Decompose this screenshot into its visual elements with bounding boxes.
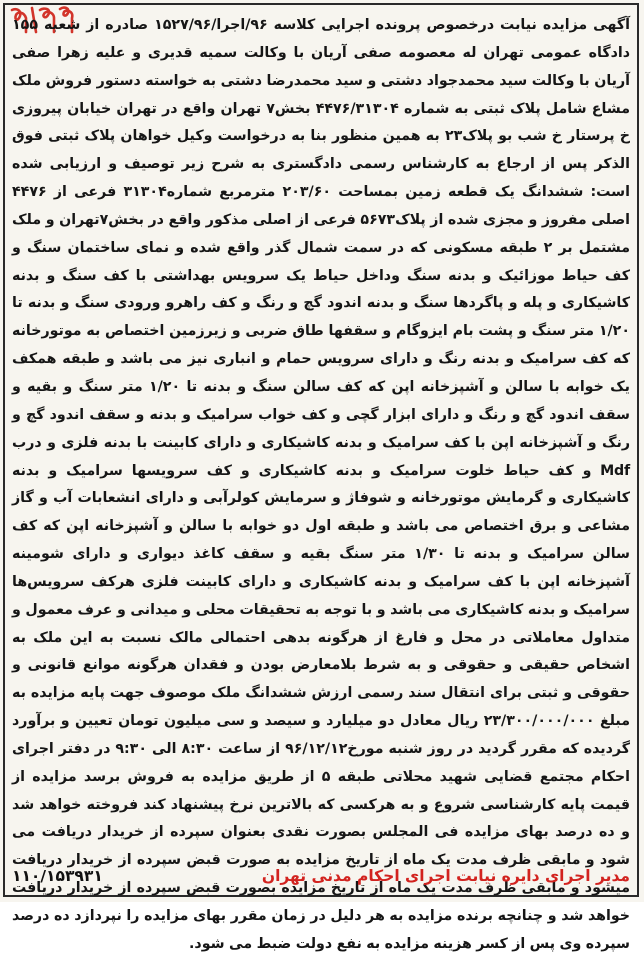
- issuer-signature: مدیر اجرای دایره نیابت اجرای احکام مدنی تهران: [261, 867, 630, 885]
- ad-reference-number: ۱۱۰/۱۵۳۹۳۱: [12, 867, 103, 885]
- notice-footer: [12, 862, 630, 890]
- notice-body-text: آگهی مزایده نیابت درخصوص پرونده اجرایی کلاسه ۹۶/اجرا/۱۵۲۷/۹۶ صادره از شعبه ۱۵۵ دادگاه عمومی تهران له معصومه صفی آریان با وکالت سمیه قدیری و علیه زهرا صفی آریان با وکالت سید محمدجواد دشتی و سید محمدرضا دشتی به خواسته دستور فروش ملک مشاع شامل پلاک ثبتی به شماره ۴۴۷۶/۳۱۳۰۴ بخش۷ تهران واقع در تهران خیابان پیروزی خ پرستار خ شب بو پلاک۲۳ به همین منظور بنا به درخواست وکیل خواهان پلاک ثبتی فوق الذکر پس از ارجاع به کارشناس رسمی دادگستری به شرح زیر توصیف و ارزیابی شده است: ششدانگ یک قطعه زمین بمساحت ۲۰۳/۶۰ مترمربع شماره۳۱۳۰۴ فرعی از ۴۴۷۶ اصلی مفروز و مجزی شده از پلاک۵۶۷۳ فرعی از اصلی مذکور واقع در بخش۷تهران و ملک مشتمل بر ۲ طبقه مسکونی که در سمت شمال گذر واقع شده و نمای ساختمان سنگ و کف حیاط موزائیک و بدنه سنگ وداخل حیاط یک سرویس بهداشتی با کف سنگ و بدنه کاشیکاری و پله و پاگردها سنگ و بدنه اندود گچ و رنگ و کف راهرو ورودی سنگ و بدنه تا ۱/۲۰ متر سنگ و پشت بام ایزوگام و سقفها طاق ضربی و زیرزمین اختصاص به موتورخانه که کف سرامیک و بدنه رنگ و دارای سرویس حمام و انباری نیز می باشد و طبقه همکف یک خوابه با سالن و آشپزخانه اپن که کف سالن سنگ و بدنه تا ۱/۲۰ متر سنگ و بقیه و سقف اندود گچ و رنگ و دارای ابزار گچی و کف خواب سرامیک و بدنه و سقف اندود گچ و رنگ و آشپزخانه اپن با کف سرامیک و بدنه کاشیکاری و دارای کابینت با بدنه فلزی و درب Mdf و کف حیاط خلوت سرامیک و بدنه کاشیکاری و کف سرویسها سرامیک و بدنه کاشیکاری و گرمایش موتورخانه و شوفاژ و سرمایش کولرآبی و دارای انشعابات آب و گاز مشاعی و برق اختصاص می باشد و طبقه اول دو خوابه با سالن و آشپزخانه اپن که کف سالن سرامیک و بدنه تا ۱/۳۰ متر سنگ بقیه و سقف کاغذ دیواری و دارای شومینه آشپزخانه اپن با کف سرامیک و بدنه کاشیکاری و دارای کابینت فلزی هرکف سرویس‌ها سرامیک و بدنه کاشیکاری می باشد و با توجه به تحقیقات محلی و میدانی و عرف معمول و متداول معاملاتی در محل و فارغ از هرگونه بدهی احتمالی مالک نسبت به این ملک به اشخاص حقیقی و حقوقی و به شرط بلامعارض بودن و فقدان هرگونه موانع قانونی و حقوقی و ثبتی برای انتقال سند رسمی ارزش ششدانگ ملک موصوف جهت پایه مزایده به مبلغ ۲۳/۳۰۰/۰۰۰/۰۰۰ ریال معادل دو میلیارد و سیصد و سی میلیون تومان تعیین و برآورد گردیده که مقرر گردید در روز شنبه مورخ۹۶/۱۲/۱۲ از ساعت ۸:۳۰ الی ۹:۳۰ در دفتر اجرای احکام مجتمع قضایی شهید محلاتی طبقه ۵ از طریق مزایده به فروش برسد مزایده از قیمت پایه کارشناسی شروع و به هرکسی که بالاترین نرخ پیشنهاد کند فروخته خواهد شد و ده درصد بهای مزایده فی المجلس بصورت نقدی بعنوان سپرده از خریدار دریافت می شود و مابقی ظرف مدت یک ماه از تاریخ مزایده به صورت قبض سپرده از خریدار دریافت میشود و مابقی ظرف مدت یک ماه از تاریخ مزایده بصورت قبض سپرده از خریدار دریافت خواهد شد و چنانچه برنده مزایده به هر دلیل در زمان مقرر بهای مزایده را نپردازد ده درصد سپرده وی پس از کسر هزینه مزایده به نفع دولت ضبط می شود.: [12, 17, 631, 952]
